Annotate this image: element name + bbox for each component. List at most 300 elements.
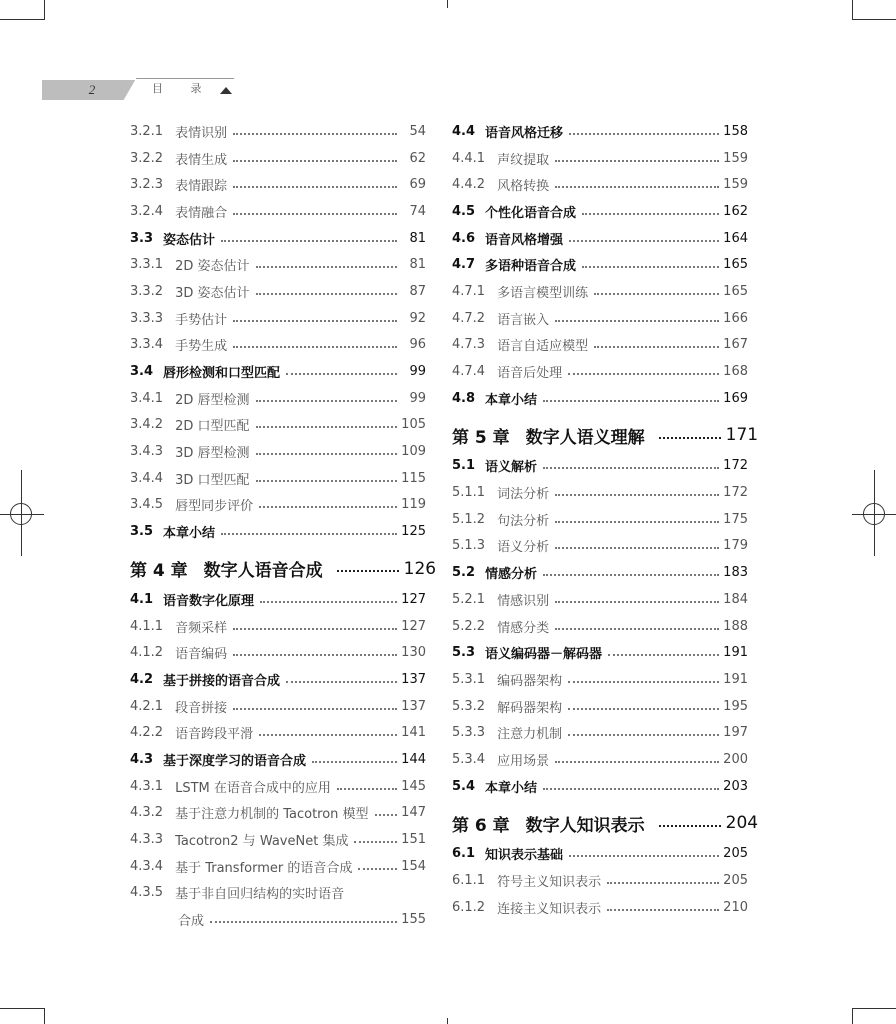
toc-entry[interactable] <box>452 251 748 278</box>
toc-entry-number: 5.3 <box>452 645 476 661</box>
dot-leader <box>256 426 398 428</box>
dot-leader <box>543 400 719 402</box>
toc-entry[interactable] <box>130 586 426 613</box>
dot-leader <box>569 133 719 135</box>
toc-entry-title: 声纹提取 <box>497 152 550 168</box>
toc-entry-page: 81 <box>409 230 426 246</box>
toc-entry-number: 4.1 <box>130 591 154 607</box>
toc-entry-number: 3.4.1 <box>130 390 164 406</box>
toc-entry[interactable] <box>130 385 426 412</box>
toc-entry[interactable] <box>452 666 748 693</box>
toc-entry[interactable] <box>130 145 426 172</box>
toc-entry-number: 4.4.1 <box>452 150 486 166</box>
toc-entry[interactable] <box>452 198 748 225</box>
toc-entry-number: 3.3 <box>130 230 154 246</box>
toc-entry[interactable] <box>130 880 426 907</box>
toc-entry-number: 4.4 <box>452 123 476 139</box>
crop-mark <box>852 0 853 20</box>
toc-entry-number: 第 5 章 <box>452 427 510 448</box>
toc-entry-title: 情感分析 <box>485 567 538 583</box>
dot-leader <box>221 533 397 535</box>
toc-entry-page: 164 <box>723 230 748 246</box>
toc-entry-title: 手势估计 <box>175 312 228 328</box>
toc-entry-number: 4.1.2 <box>130 645 164 661</box>
toc-entry-number: 4.8 <box>452 390 476 406</box>
toc-entry-page: 92 <box>409 310 426 326</box>
toc-entry-number: 第 6 章 <box>452 815 510 836</box>
dot-leader <box>543 574 719 576</box>
toc-entry-title: 表情识别 <box>175 125 228 141</box>
dot-leader <box>608 654 719 656</box>
toc-entry-title: 合成 <box>178 914 205 930</box>
toc-entry-page: 126 <box>403 558 437 579</box>
toc-entry[interactable] <box>452 506 748 533</box>
toc-entry[interactable] <box>130 613 426 640</box>
toc-entry-number: 3.3.3 <box>130 310 164 326</box>
toc-entry-title: 句法分析 <box>497 513 550 529</box>
dot-leader <box>543 467 719 469</box>
toc-entry[interactable] <box>452 533 748 560</box>
toc-entry-title: 本章小结 <box>163 526 216 542</box>
toc-entry[interactable] <box>130 518 426 545</box>
toc-entry-number: 3.3.1 <box>130 257 164 273</box>
toc-entry-number: 4.7.2 <box>452 310 486 326</box>
toc-entry[interactable] <box>452 559 748 586</box>
toc-entry-page: 179 <box>723 538 748 554</box>
toc-entry-title: 语音跨段平滑 <box>175 727 254 743</box>
dot-leader <box>221 240 397 242</box>
toc-entry[interactable] <box>130 826 426 853</box>
toc-entry-title: 语音编码 <box>175 647 228 663</box>
dot-leader <box>607 909 719 911</box>
toc-entry[interactable] <box>130 639 426 666</box>
toc-entry[interactable] <box>452 479 748 506</box>
toc-entry-title: 知识表示基础 <box>485 848 564 864</box>
dot-leader <box>582 266 719 268</box>
dot-leader <box>568 681 719 683</box>
toc-entry-title: 唇型同步评价 <box>175 499 254 515</box>
toc-entry-page: 99 <box>409 390 426 406</box>
toc-entry-title: 词法分析 <box>497 487 550 503</box>
dot-leader <box>659 437 721 439</box>
toc-entry-number: 4.7.3 <box>452 337 486 353</box>
dot-leader <box>555 601 719 603</box>
crop-mark <box>44 0 45 20</box>
toc-entry-page: 158 <box>723 123 748 139</box>
toc-entry-title: 语义分析 <box>497 540 550 556</box>
toc-entry-number: 3.4 <box>130 364 154 380</box>
dot-leader <box>256 293 398 295</box>
toc-entry[interactable] <box>452 586 748 613</box>
dot-leader <box>256 480 398 482</box>
crop-mark <box>0 1008 44 1009</box>
dot-leader <box>210 921 397 923</box>
dot-leader <box>286 681 397 683</box>
toc-entry-number: 5.1.1 <box>452 485 486 501</box>
toc-entry-number: 4.7 <box>452 257 476 273</box>
toc-entry-number: 4.1.1 <box>130 618 164 634</box>
toc-entry[interactable] <box>452 278 748 305</box>
toc-entry-page: 191 <box>723 671 748 687</box>
toc-entry-title: 解码器架构 <box>497 700 563 716</box>
toc-entry[interactable] <box>130 773 426 800</box>
toc-entry-page: 155 <box>401 912 426 928</box>
toc-entry-title: 数字人语义理解 <box>525 427 645 448</box>
toc-entry-number: 3.2.1 <box>130 123 164 139</box>
toc-entry-page: 197 <box>723 725 748 741</box>
toc-entry-page: 154 <box>401 858 426 874</box>
dot-leader <box>555 160 719 162</box>
toc-entry-page: 74 <box>409 203 426 219</box>
toc-entry-title: 连接主义知识表示 <box>497 901 602 917</box>
dot-leader <box>568 373 719 375</box>
toc-entry-number: 6.1.2 <box>452 899 486 915</box>
toc-entry-page: 203 <box>723 778 748 794</box>
dot-leader <box>337 570 399 572</box>
toc-entry[interactable] <box>452 773 748 800</box>
dot-leader <box>607 882 719 884</box>
toc-entry[interactable] <box>130 278 426 305</box>
toc-entry-number: 4.3.4 <box>130 858 164 874</box>
toc-entry-number: 5.1.2 <box>452 511 486 527</box>
dot-leader <box>337 788 397 790</box>
dot-leader <box>555 521 719 523</box>
toc-entry-page: 127 <box>401 591 426 607</box>
toc-entry-title: 2D 口型匹配 <box>175 419 250 435</box>
toc-entry[interactable] <box>452 453 748 480</box>
toc-entry-page: 172 <box>723 485 748 501</box>
toc-entry-title: LSTM 在语音合成中的应用 <box>175 780 331 796</box>
toc-entry-title: 语义编码器－解码器 <box>485 647 603 663</box>
crop-mark <box>0 19 44 20</box>
dot-leader <box>233 346 397 348</box>
toc-entry-number: 3.4.2 <box>130 417 164 433</box>
dot-leader <box>233 133 397 135</box>
toc-entry-title: 表情跟踪 <box>175 179 228 195</box>
toc-entry-page: 183 <box>723 565 748 581</box>
toc-entry-title: 语义解析 <box>485 460 538 476</box>
toc-entry-page: 151 <box>401 832 426 848</box>
toc-entry[interactable] <box>130 719 426 746</box>
toc-entry-number: 3.3.2 <box>130 283 164 299</box>
toc-entry[interactable] <box>452 358 748 385</box>
dot-leader <box>256 453 398 455</box>
toc-entry[interactable] <box>130 171 426 198</box>
toc-entry-title: 本章小结 <box>485 392 538 408</box>
dot-leader <box>259 506 397 508</box>
toc-entry-title: 多语言模型训练 <box>497 285 589 301</box>
dot-leader <box>555 494 719 496</box>
toc-entry-page: 137 <box>401 671 426 687</box>
toc-entry-title: 3D 唇型检测 <box>175 446 250 462</box>
toc-entry-number: 6.1.1 <box>452 873 486 889</box>
toc-entry-page: 54 <box>409 123 426 139</box>
toc-entry[interactable] <box>130 198 426 225</box>
dot-leader <box>569 855 719 857</box>
crop-mark <box>852 19 896 20</box>
crop-mark <box>852 1008 853 1024</box>
toc-entry-page: 200 <box>723 751 748 767</box>
toc-entry-title: 2D 唇型检测 <box>175 392 250 408</box>
toc-entry-page: 99 <box>409 364 426 380</box>
toc-entry-page: 81 <box>409 257 426 273</box>
dot-leader <box>233 320 397 322</box>
toc-entry-title: 基于注意力机制的 Tacotron 模型 <box>175 807 369 823</box>
toc-entry-number: 6.1 <box>452 846 476 862</box>
toc-entry-title: 个性化语音合成 <box>485 205 577 221</box>
dot-leader <box>659 825 721 827</box>
toc-entry-page: 165 <box>723 283 748 299</box>
registration-circle <box>10 503 32 525</box>
toc-entry-number: 4.7.4 <box>452 364 486 380</box>
toc-entry[interactable] <box>130 465 426 492</box>
toc-entry-page: 147 <box>401 805 426 821</box>
toc-entry-title: 表情融合 <box>175 205 228 221</box>
toc-entry-page: 166 <box>723 310 748 326</box>
toc-entry-title: 3D 姿态估计 <box>175 285 250 301</box>
dot-leader <box>286 373 397 375</box>
dot-leader <box>569 240 719 242</box>
toc-entry[interactable] <box>130 251 426 278</box>
toc-entry-number: 4.3.1 <box>130 778 164 794</box>
toc-entry-page: 159 <box>723 150 748 166</box>
toc-entry-page: 125 <box>401 524 426 540</box>
toc-entry-page: 205 <box>723 846 748 862</box>
toc-entry-number: 4.2.1 <box>130 698 164 714</box>
toc-entry-page: 171 <box>725 425 759 446</box>
toc-entry[interactable] <box>130 800 426 827</box>
toc-entry-number: 5.1 <box>452 458 476 474</box>
toc-entry-title: 语音数字化原理 <box>163 593 255 609</box>
toc-entry[interactable] <box>452 719 748 746</box>
dot-leader <box>555 320 719 322</box>
toc-entry[interactable] <box>130 358 426 385</box>
crop-mark <box>44 1008 45 1024</box>
dot-leader <box>233 213 397 215</box>
toc-entry-page: 175 <box>723 511 748 527</box>
toc-entry[interactable] <box>452 225 748 252</box>
toc-entry-number: 4.2 <box>130 671 154 687</box>
toc-entry-title: 基于 Transformer 的语音合成 <box>175 860 353 876</box>
toc-entry-title: 符号主义知识表示 <box>497 875 602 891</box>
dot-leader <box>312 761 397 763</box>
toc-entry-page: 184 <box>723 591 748 607</box>
toc-entry[interactable] <box>452 867 748 894</box>
toc-entry-page: 162 <box>723 203 748 219</box>
toc-entry-number: 5.3.3 <box>452 725 486 741</box>
toc-right-column <box>452 118 759 921</box>
toc-entry[interactable] <box>452 385 748 412</box>
toc-entry-title: 基于非自回归结构的实时语音 <box>175 887 345 903</box>
toc-entry-title: 唇形检测和口型匹配 <box>163 366 281 382</box>
toc-entry[interactable] <box>130 225 426 252</box>
toc-entry[interactable] <box>452 693 748 720</box>
toc-entry-title: 语言嵌入 <box>497 312 550 328</box>
page-number: 2 <box>88 82 96 97</box>
toc-entry-title: 情感分类 <box>497 620 550 636</box>
toc-entry-number: 4.3.2 <box>130 805 164 821</box>
section-title: 目 录 <box>152 82 214 95</box>
dot-leader <box>233 160 397 162</box>
dot-leader <box>555 547 719 549</box>
toc-entry[interactable] <box>452 171 748 198</box>
toc-entry-title: 姿态估计 <box>163 232 216 248</box>
dot-leader <box>555 186 719 188</box>
toc-entry-page: 204 <box>725 813 759 833</box>
toc-entry-title: 本章小结 <box>485 780 538 796</box>
crop-mark <box>852 1008 896 1009</box>
toc-entry-page: 141 <box>401 725 426 741</box>
toc-entry-number: 3.4.3 <box>130 444 164 460</box>
dot-leader <box>568 708 719 710</box>
toc-entry[interactable] <box>452 332 748 359</box>
toc-entry-page: 96 <box>409 337 426 353</box>
toc-entry[interactable] <box>130 412 426 439</box>
dot-leader <box>594 346 719 348</box>
toc-entry-page: 159 <box>723 177 748 193</box>
toc-entry-page: 115 <box>401 470 426 486</box>
crop-mark <box>447 1018 448 1024</box>
toc-entry[interactable] <box>130 666 426 693</box>
toc-entry[interactable] <box>130 492 426 519</box>
toc-entry-title: 多语种语音合成 <box>485 259 577 275</box>
registration-circle <box>863 503 885 525</box>
toc-entry-number: 5.3.4 <box>452 751 486 767</box>
toc-entry-page: 127 <box>401 618 426 634</box>
toc-entry-number: 4.3 <box>130 751 154 767</box>
toc-entry-number: 5.2 <box>452 565 476 581</box>
toc-left-column <box>130 118 437 933</box>
toc-entry-page: 165 <box>723 257 748 273</box>
toc-entry-title: 语言自适应模型 <box>497 339 589 355</box>
toc-entry-title: 2D 姿态估计 <box>175 259 250 275</box>
toc-entry-number: 3.2.2 <box>130 150 164 166</box>
toc-entry-number: 第 4 章 <box>130 561 188 581</box>
toc-entry-page: 169 <box>723 390 748 406</box>
toc-entry-title: 风格转换 <box>497 179 550 195</box>
toc-entry-page: 69 <box>409 177 426 193</box>
toc-entry-number: 3.3.4 <box>130 337 164 353</box>
dot-leader <box>568 734 719 736</box>
toc-entry-page: 167 <box>723 337 748 353</box>
toc-entry[interactable] <box>452 841 748 868</box>
toc-entry-page: 130 <box>401 645 426 661</box>
toc-entry[interactable] <box>452 305 748 332</box>
toc-entry[interactable] <box>452 894 748 921</box>
toc-entry-page: 109 <box>401 444 426 460</box>
toc-entry-number: 3.5 <box>130 524 154 540</box>
toc-entry-number: 5.3.2 <box>452 698 486 714</box>
toc-entry-page: 205 <box>723 873 748 889</box>
toc-entry-number: 5.2.2 <box>452 618 486 634</box>
dot-leader <box>543 788 719 790</box>
triangle-icon <box>220 87 232 94</box>
toc-entry-title: 数字人知识表示 <box>525 815 645 836</box>
toc-entry-page: 144 <box>401 751 426 767</box>
toc-entry[interactable] <box>130 746 426 773</box>
dot-leader <box>233 708 397 710</box>
toc-entry[interactable] <box>452 118 748 145</box>
toc-entry[interactable] <box>130 906 426 933</box>
toc-entry-page: 145 <box>401 778 426 794</box>
dot-leader <box>233 628 397 630</box>
dot-leader <box>259 734 397 736</box>
toc-entry-number: 5.1.3 <box>452 538 486 554</box>
toc-entry-number: 3.4.4 <box>130 470 164 486</box>
toc-entry[interactable] <box>452 613 748 640</box>
toc-entry-number: 3.4.5 <box>130 497 164 513</box>
dot-leader <box>354 841 397 843</box>
toc-entry-page: 87 <box>409 283 426 299</box>
toc-entry-number: 4.7.1 <box>452 283 486 299</box>
toc-chapter-entry[interactable] <box>452 418 759 453</box>
toc-entry-page: 62 <box>409 150 426 166</box>
dot-leader <box>582 213 719 215</box>
toc-entry-title: 基于拼接的语音合成 <box>163 673 281 689</box>
toc-entry-page: 168 <box>723 364 748 380</box>
toc-entry-title: 情感识别 <box>497 593 550 609</box>
toc-entry-number: 3.2.3 <box>130 177 164 193</box>
toc-entry-number: 4.3.3 <box>130 832 164 848</box>
toc-entry-number: 4.5 <box>452 203 476 219</box>
toc-entry-number: 4.4.2 <box>452 177 486 193</box>
toc-entry-number: 5.2.1 <box>452 591 486 607</box>
dot-leader <box>233 654 397 656</box>
dot-leader <box>256 400 398 402</box>
toc-entry-title: 编码器架构 <box>497 673 563 689</box>
toc-entry-number: 4.2.2 <box>130 725 164 741</box>
toc-entry[interactable] <box>130 853 426 880</box>
dot-leader <box>260 601 397 603</box>
dot-leader <box>358 868 397 870</box>
toc-entry-page: 188 <box>723 618 748 634</box>
toc-entry-page: 210 <box>723 899 748 915</box>
toc-entry-number: 4.3.5 <box>130 885 164 901</box>
toc-chapter-entry[interactable] <box>130 551 437 586</box>
toc-entry-title: 段音拼接 <box>175 700 228 716</box>
toc-chapter-entry[interactable] <box>452 806 759 841</box>
toc-entry-title: 基于深度学习的语音合成 <box>163 753 307 769</box>
toc-entry[interactable] <box>130 305 426 332</box>
toc-entry-page: 137 <box>401 698 426 714</box>
toc-entry[interactable] <box>452 639 748 666</box>
toc-entry-title: 音频采样 <box>175 620 228 636</box>
crop-mark <box>447 0 448 8</box>
toc-entry-title: 3D 口型匹配 <box>175 472 250 488</box>
toc-entry-title: 应用场景 <box>497 753 550 769</box>
toc-entry[interactable] <box>130 332 426 359</box>
toc-entry-page: 172 <box>723 458 748 474</box>
dot-leader <box>375 814 397 816</box>
toc-entry[interactable] <box>452 145 748 172</box>
toc-entry-page: 119 <box>401 497 426 513</box>
toc-entry-title: 语音后处理 <box>497 366 563 382</box>
toc-entry-page: 191 <box>723 645 748 661</box>
toc-entry-page: 105 <box>401 417 426 433</box>
toc-entry[interactable] <box>130 118 426 145</box>
dot-leader <box>555 628 719 630</box>
toc-entry[interactable] <box>130 438 426 465</box>
dot-leader <box>555 761 719 763</box>
toc-entry-title: Tacotron2 与 WaveNet 集成 <box>175 834 349 850</box>
dot-leader <box>256 266 398 268</box>
toc-entry-title: 数字人语音合成 <box>203 561 323 581</box>
toc-entry-number: 4.6 <box>452 230 476 246</box>
toc-entry-page: 195 <box>723 698 748 714</box>
dot-leader <box>594 293 719 295</box>
toc-entry[interactable] <box>130 693 426 720</box>
toc-entry[interactable] <box>452 746 748 773</box>
